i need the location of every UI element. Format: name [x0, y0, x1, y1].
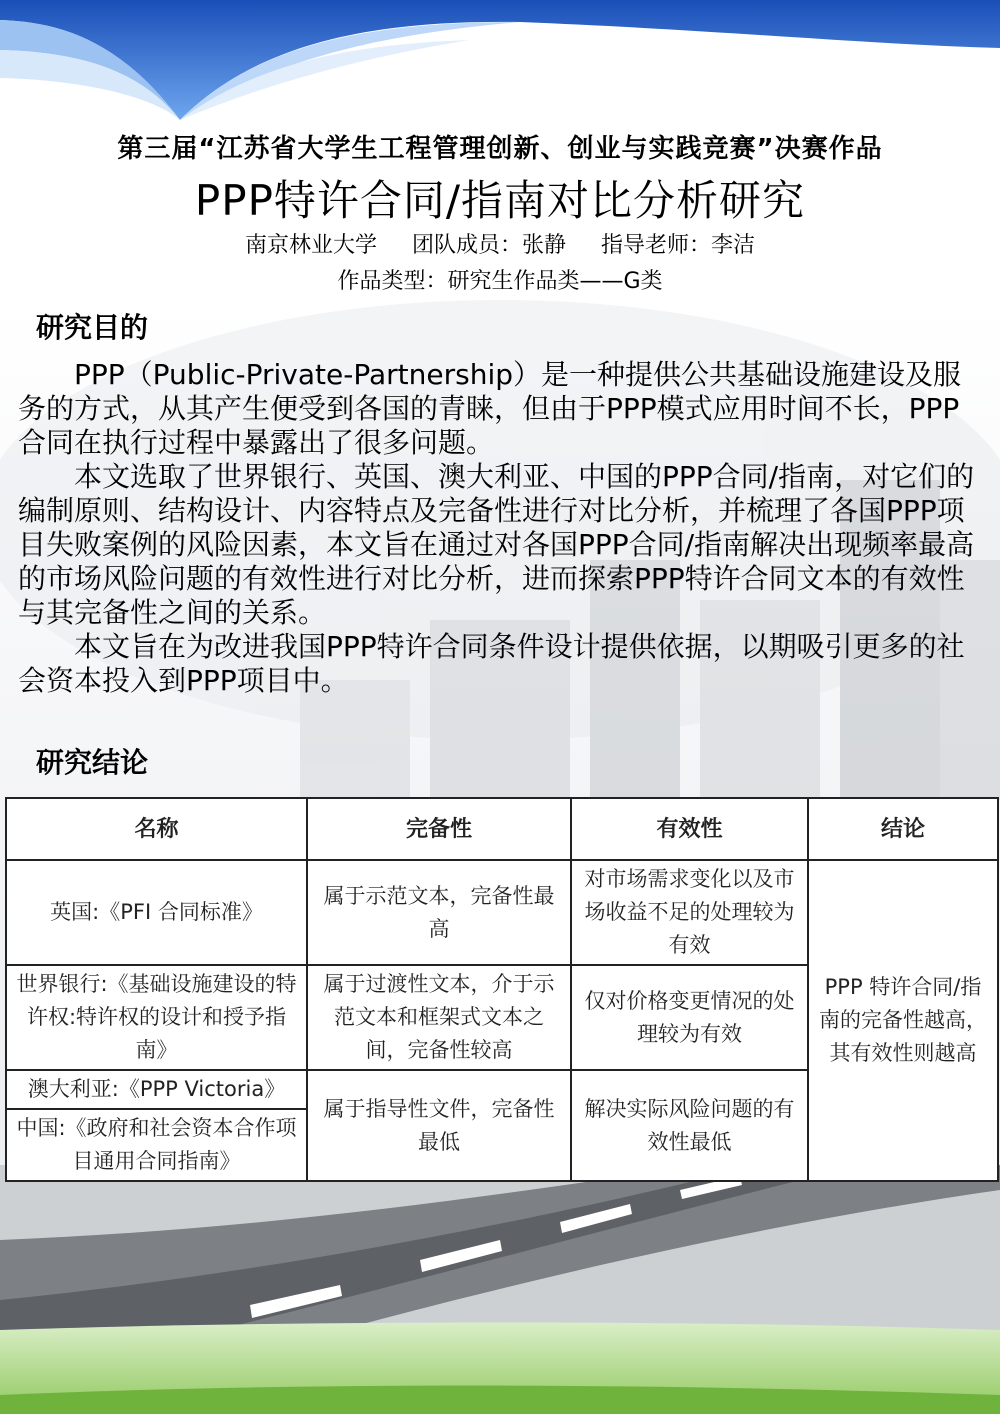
work-type: 作品类型：研究生作品类——G类	[337, 269, 663, 294]
section-heading-purpose: 研究目的	[36, 311, 149, 344]
advisor-name: 指导老师：李洁	[601, 233, 756, 258]
column-header-completeness: 完备性	[307, 798, 571, 860]
column-header-name: 名称	[6, 798, 307, 860]
university-name: 南京林业大学	[244, 233, 377, 258]
purpose-paragraph: 本文选取了世界银行、英国、澳大利亚、中国的PPP合同/指南，对它们的编制原则、结构设计、内容特点及完备性进行对比分析，并梳理了各国PPP项目失败案例的风险因素，本文旨在通过对各国PPP合同/指南解决出现频率最高的市场风险问题的有效性进行对比分析，进而探索PPP特许合同文本的有效性与其完备性之间的关系。	[18, 460, 975, 629]
cell-completeness: 属于指导性文件，完备性最低	[307, 1070, 571, 1181]
cell-completeness: 属于过渡性文本，介于示范文本和框架式文本之间，完备性较高	[307, 965, 571, 1070]
poster-title: PPP特许合同/指南对比分析研究	[194, 176, 806, 225]
table-row	[6, 860, 998, 965]
cell-name: 澳大利亚:《PPP Victoria》	[6, 1070, 307, 1109]
cell-completeness: 属于示范文本，完备性最高	[307, 860, 571, 965]
cell-name: 英国:《PFI 合同标准》	[6, 860, 307, 965]
purpose-paragraph: PPP（Public-Private-Partnership）是一种提供公共基础设施建设及服务的方式，从其产生便受到各国的青睐，但由于PPP模式应用时间不长，PPP合同在执行过程中暴露出了很多问题。	[18, 358, 961, 459]
purpose-paragraph: 本文旨在为改进我国PPP特许合同条件设计提供依据，以期吸引更多的社会资本投入到PPP项目中。	[18, 630, 965, 697]
cell-summary: PPP 特许合同/指南的完备性越高，其有效性则越高	[808, 860, 998, 1181]
conclusion-table	[5, 797, 999, 1182]
cell-name: 世界银行:《基础设施建设的特许权:特许权的设计和授予指南》	[6, 965, 307, 1070]
column-header-conclusion: 结论	[808, 798, 998, 860]
team-members: 团队成员：张静	[411, 233, 566, 258]
column-header-effectiveness: 有效性	[571, 798, 808, 860]
cell-name: 中国:《政府和社会资本合作项目通用合同指南》	[6, 1109, 307, 1181]
cell-effectiveness: 仅对价格变更情况的处理较为有效	[571, 965, 808, 1070]
contest-title: 第三届“江苏省大学生工程管理创新、创业与实践竞赛”决赛作品	[117, 134, 883, 164]
purpose-body	[18, 358, 982, 698]
cell-effectiveness: 解决实际风险问题的有效性最低	[571, 1070, 808, 1181]
table-header-row	[6, 798, 998, 860]
author-info	[0, 228, 1000, 259]
cell-effectiveness: 对市场需求变化以及市场收益不足的处理较为有效	[571, 860, 808, 965]
section-heading-conclusion: 研究结论	[36, 746, 149, 779]
